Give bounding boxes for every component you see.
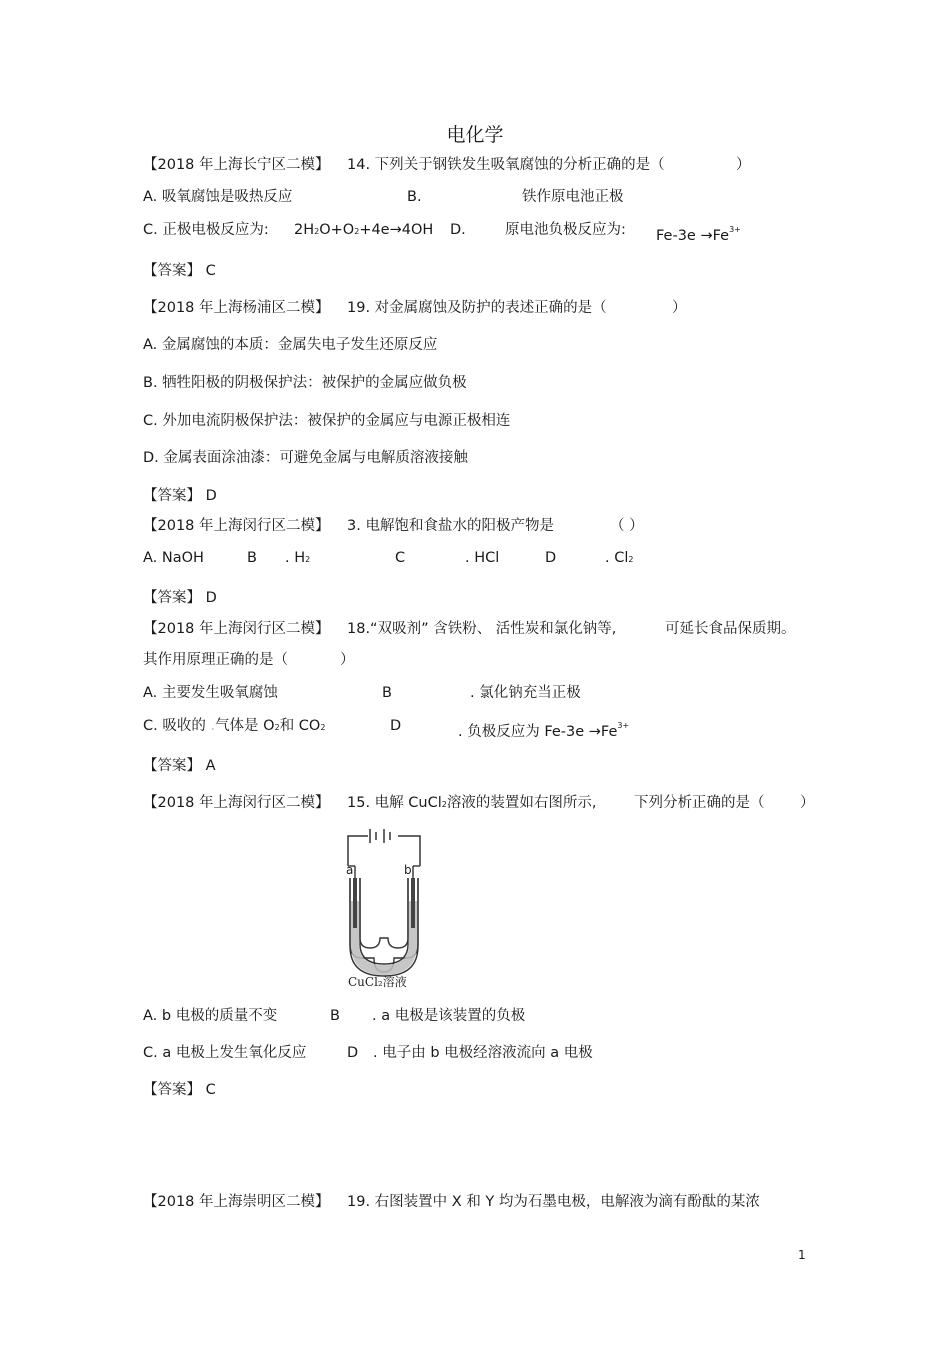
q2-option-a: A. 金属腐蚀的本质：金属失电子发生还原反应 (143, 337, 438, 353)
q3-option-a: A. NaOH (143, 550, 204, 566)
q5-option-b-text: . a 电极是该装置的负极 (372, 1008, 526, 1024)
q1-option-c-label: C. 正极电极反应为: (143, 222, 269, 238)
page-number: 1 (798, 1248, 806, 1262)
q4-stem-tail: 可延长食品保质期。 (665, 621, 796, 637)
q1-option-d-equation: $Fe-3e \to Fe^{3+}$ (656, 225, 741, 244)
q3-option-c-text: . HCl (465, 550, 500, 566)
q2-source: 【2018 年上海杨浦区二模】 (143, 300, 330, 316)
power-circuit-wires (348, 829, 420, 866)
q2-option-b: B. 牺牲阳极的阴极保护法：被保护的金属应做负极 (143, 375, 467, 391)
q2-answer: 【答案】 D (143, 488, 217, 504)
q1-option-c-equation: 2H2O+O2+4e→4OH (294, 222, 434, 238)
q4-option-d-text: . 负极反应为 $Fe-3e \to Fe^{3+}$ (458, 721, 630, 740)
q4-stem: 18.“双吸剂” 含铁粉、 活性炭和氯化钠等, (347, 621, 617, 637)
q3-option-d-text: . Cl2 (605, 550, 634, 566)
q5-stem-tail: 下列分析正确的是（ (634, 795, 765, 811)
u-tube-inner (360, 878, 408, 964)
q4-source: 【2018 年上海闵行区二模】 (143, 621, 330, 637)
q5-option-d-text: . 电子由 b 电极经溶液流向 a 电极 (373, 1045, 593, 1061)
q1-paren-close: ） (736, 157, 751, 173)
q5-option-b-label: B (330, 1008, 340, 1024)
q6-stem: 19. 右图装置中 X 和 Y 均为石墨电极，电解液为滴有酚酞的某浓 (347, 1194, 760, 1210)
q1-source: 【2018 年上海长宁区二模】 (143, 157, 330, 173)
q4-stem-line2: 其作用原理正确的是（ (143, 652, 288, 668)
q4-option-d-label: D (390, 718, 402, 734)
q2-stem: 19. 对金属腐蚀及防护的表述正确的是（ (347, 300, 607, 316)
q5-paren-close: ） (800, 795, 815, 811)
figure-caption: CuCl₂溶液 (348, 975, 407, 989)
q1-stem: 14. 下列关于钢铁发生吸氧腐蚀的分析正确的是（ (347, 157, 665, 173)
q5-answer: 【答案】 C (143, 1082, 216, 1098)
q3-option-d-label: D (545, 550, 557, 566)
q4-option-b-label: B (382, 685, 392, 701)
q3-option-b-label: B (247, 550, 257, 566)
q5-option-d-label: D (347, 1045, 359, 1061)
q1-option-a: A. 吸氧腐蚀是吸热反应 (143, 189, 293, 205)
q3-option-b-text: . H2 (285, 550, 311, 566)
q3-answer: 【答案】 D (143, 590, 217, 606)
electrode-a (353, 878, 357, 928)
electrode-label-b: b (404, 863, 412, 877)
q3-source: 【2018 年上海闵行区二模】 (143, 518, 330, 534)
q1-option-d-text: 原电池负极反应为: (505, 222, 626, 238)
q3-option-c-label: C (395, 550, 406, 566)
q2-option-d: D. 金属表面涂油漆：可避免金属与电解质溶液接触 (143, 450, 468, 466)
q4-option-a: A. 主要发生吸氧腐蚀 (143, 685, 278, 701)
electrode-label-a: a (346, 863, 354, 877)
q4-option-c: C. 吸收的 .气体是 O2和 CO2 (143, 718, 326, 734)
q5-option-c: C. a 电极上发生氧化反应 (143, 1045, 307, 1061)
q4-answer: 【答案】 A (143, 758, 216, 774)
q5-option-a: A. b 电极的质量不变 (143, 1008, 278, 1024)
q4-option-b-text: . 氯化钠充当正极 (470, 685, 581, 701)
electrolysis-u-tube-diagram (340, 826, 430, 991)
q3-paren: （ ） (610, 518, 644, 534)
q1-answer: 【答案】 C (143, 263, 216, 279)
electrode-b (411, 878, 415, 928)
q3-stem: 3. 电解饱和食盐水的阳极产物是 (347, 518, 554, 534)
q5-source: 【2018 年上海闵行区二模】 (143, 795, 330, 811)
q2-paren-close: ） (672, 300, 687, 316)
q6-source: 【2018 年上海崇明区二模】 (143, 1194, 330, 1210)
page-title: 电化学 (446, 124, 504, 146)
q2-option-c: C. 外加电流阴极保护法：被保护的金属应与电源正极相连 (143, 413, 511, 429)
q1-option-d-label: D. (450, 222, 466, 238)
q1-option-b-text: 铁作原电池正极 (522, 189, 624, 205)
q4-paren-close: ） (340, 652, 355, 668)
q1-option-b-label: B. (407, 189, 422, 205)
q5-stem: 15. 电解 CuCl2溶液的装置如右图所示, (347, 795, 597, 811)
